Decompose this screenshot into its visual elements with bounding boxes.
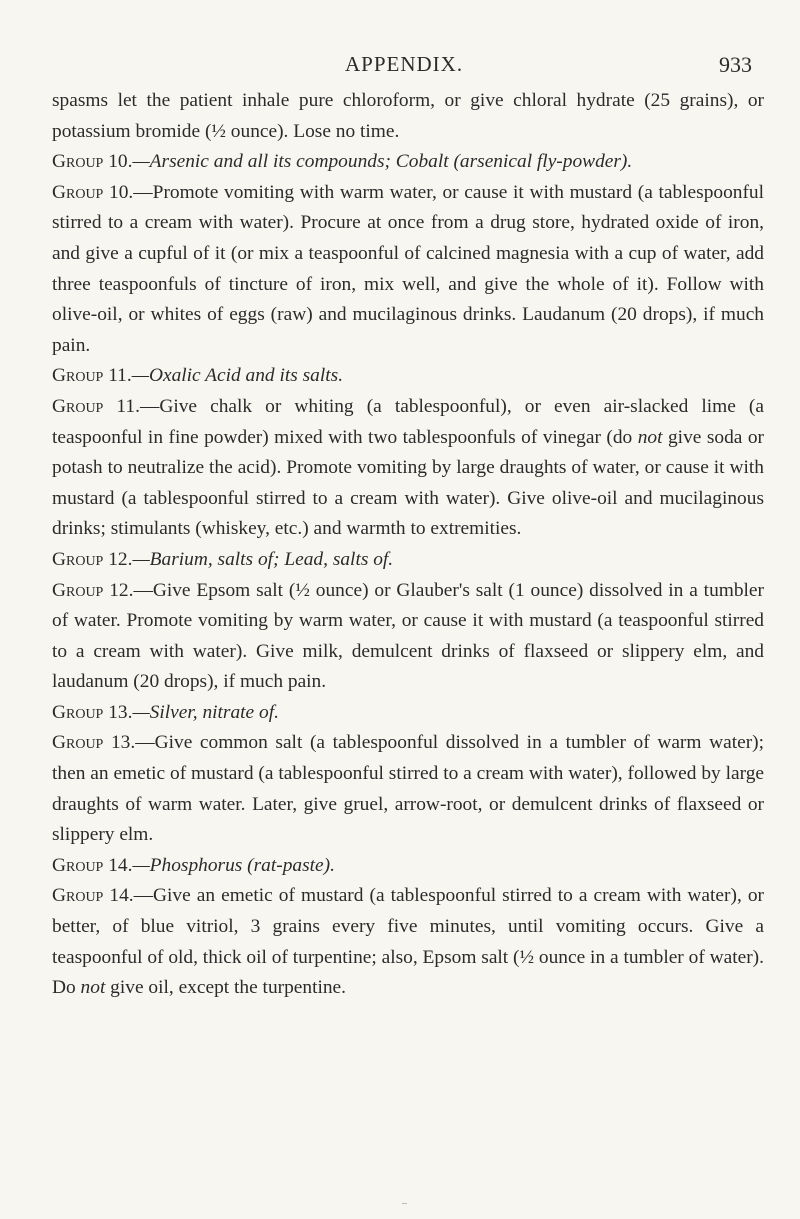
group-label: Group 13. — [52, 701, 133, 723]
treatment-text: —Give Epsom salt (½ ounce) or Glauber's salt (1 ounce) dissolved in a tumbler of water. Promote vomiting by warm water, or cause it with mustard (a teaspoonful stirred to a cream with water). Give milk, demulcent drinks of flaxseed or slippery elm, and laudanum (20 drops), if much pain. — [52, 579, 764, 693]
group-label: Group 10. — [52, 181, 134, 203]
group-label: Group 10. — [52, 151, 133, 173]
group-14-heading — [52, 851, 764, 882]
treatment-text: give oil, except the turpentine. — [105, 977, 347, 999]
group-10-heading — [52, 147, 764, 178]
group-12-heading — [52, 545, 764, 576]
poison-title: —Phosphorus (rat-paste). — [132, 854, 335, 876]
running-head: APPENDIX. — [345, 52, 464, 76]
poison-title: —Oxalic Acid and its salts. — [131, 365, 344, 387]
emphasis-not: not — [637, 426, 663, 448]
group-label: Group 13. — [52, 732, 136, 754]
group-label: Group 12. — [52, 548, 133, 570]
group-label: Group 11. — [52, 365, 132, 387]
group-11-heading — [52, 361, 764, 392]
group-14-treatment — [52, 881, 764, 1003]
group-13-treatment — [52, 728, 764, 850]
group-label: Group 14. — [52, 885, 134, 907]
group-label: Group 11. — [52, 395, 140, 417]
treatment-text: give soda or potash to neutralize the acid). Promote vomiting by large draughts of water, or cause it with mustard (a tablespoonful stirred to a cream with water). Give olive-oil and mucilaginous drinks; stimulants (whiskey, etc.) and warmth to extremities. — [52, 426, 765, 540]
group-11-treatment — [52, 392, 764, 545]
group-label: Group 14. — [52, 854, 133, 876]
group-label: Group 12. — [52, 579, 134, 601]
group-12-treatment — [52, 576, 764, 698]
printer-mark: – — [402, 1198, 407, 1209]
poison-title: —Arsenic and all its compounds; Cobalt (arsenical fly-powder). — [132, 151, 633, 173]
treatment-text: —Give common salt (a tablespoonful dissolved in a tumbler of warm water); then an emetic of mustard (a tablespoonful stirred to a cream with water), followed by large draughts of warm water. Later, give gruel, arrow-root, or demulcent drinks of flaxseed or slippery elm. — [52, 732, 764, 846]
group-13-heading — [52, 698, 764, 729]
page-number: 933 — [719, 52, 752, 77]
page-header — [0, 52, 800, 82]
treatment-text: —Give chalk or whiting (a tablespoonful), or even air-slacked lime (a teaspoonful in fine powder) mixed with two tablespoonfuls of vinegar (do — [52, 395, 764, 448]
intro-paragraph: spasms let the patient inhale pure chloroform, or give chloral hydrate (25 grains), or potassium bromide (½ ounce). Lose no time. — [52, 90, 764, 142]
poison-title: —Barium, salts of; Lead, salts of. — [132, 548, 394, 570]
poison-title: —Silver, nitrate of. — [132, 701, 279, 723]
treatment-text: —Give an emetic of mustard (a tablespoonful stirred to a cream with water), or better, of blue vitriol, 3 grains every five minutes, until vomiting occurs. Give a teaspoonful of old, thick oil of turpentine; also, Epsom salt (½ ounce in a tumbler of water). Do — [52, 885, 764, 999]
emphasis-not: not — [80, 977, 106, 999]
treatment-text: —Promote vomiting with warm water, or cause it with mustard (a tablespoonful stirred to a cream with water). Procure at once from a drug store, hydrated oxide of iron, and give a cupful of it (or mix a teaspoonful of calcined magnesia with a cup of water, add three teaspoonfuls of tincture of iron, mix well, and give the whole of it). Follow with olive-oil, or whites of eggs (raw) and mucilaginous drinks. Laudanum (20 drops), if much pain. — [52, 181, 765, 356]
page-body — [52, 86, 764, 1004]
group-10-treatment — [52, 178, 764, 362]
